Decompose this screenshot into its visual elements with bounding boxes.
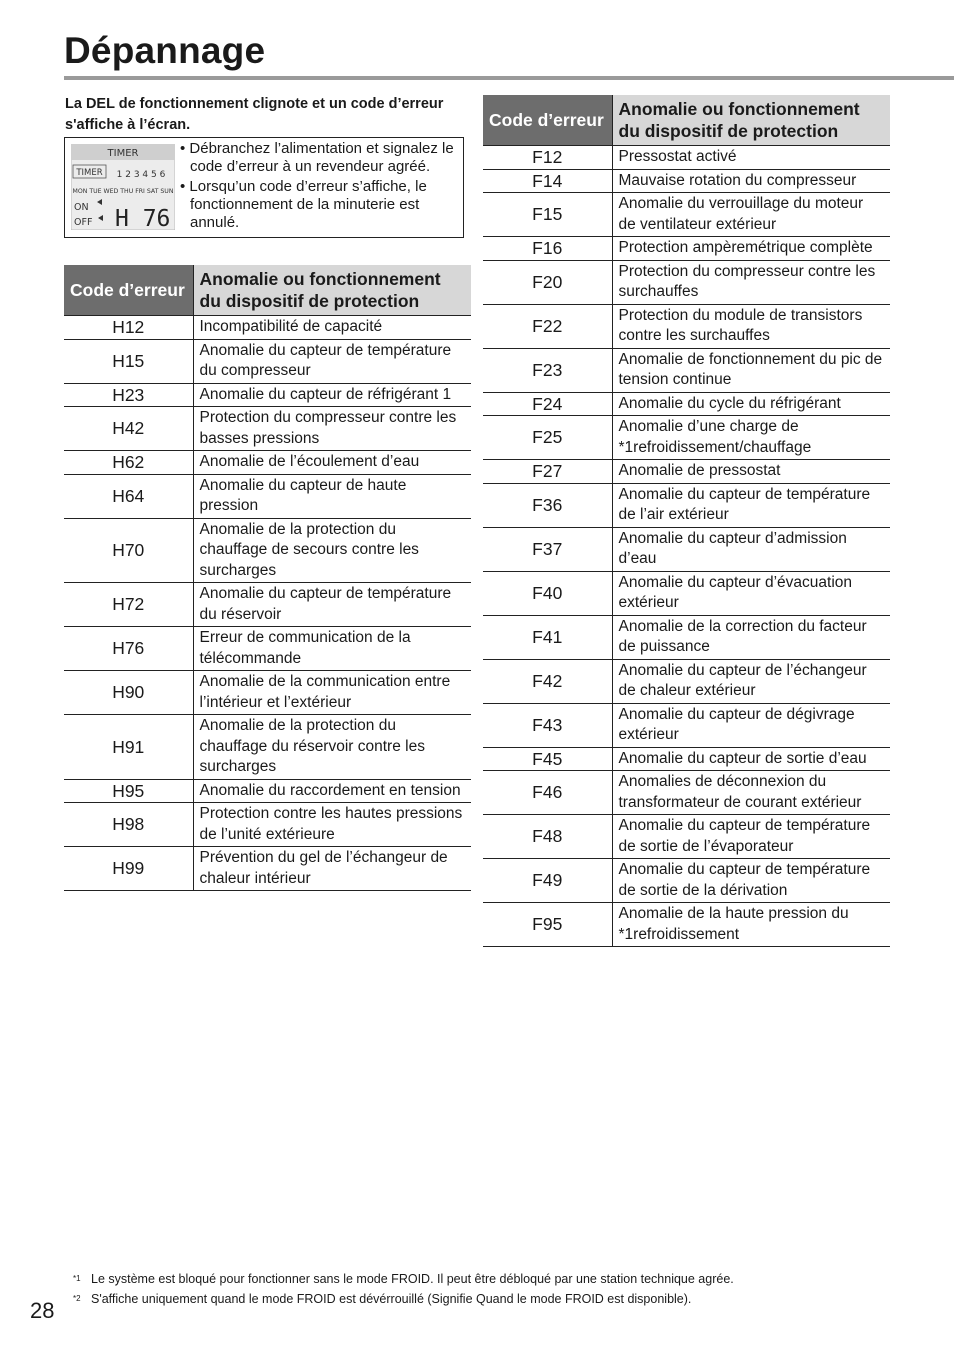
error-description-cell: Anomalie de la haute pression du *1refroidissement xyxy=(612,903,890,947)
footnote-text: Le système est bloqué pour fonctionner sans le mode FROID. Il peut être débloqué par une station technique agrée. xyxy=(91,1272,734,1286)
table-row xyxy=(64,583,471,627)
error-code-table-f xyxy=(483,95,890,947)
error-description-cell: Anomalie du capteur de sortie d’eau xyxy=(612,747,890,771)
error-code-cell: H70 xyxy=(64,518,193,583)
footnote xyxy=(73,1269,933,1289)
error-description-cell: Anomalie du verrouillage du moteur de ventilateur extérieur xyxy=(612,193,890,237)
error-description-cell: Anomalie du capteur de haute pression xyxy=(193,474,471,518)
lcd-days-row: MON TUE WED THU FRI SAT SUN xyxy=(72,188,174,195)
error-code-cell: F23 xyxy=(483,348,612,392)
header-error-code: Code d’erreur xyxy=(64,265,193,316)
remote-lcd-illustration xyxy=(71,144,175,230)
table-header-row xyxy=(64,265,471,316)
error-description-cell: Pressostat activé xyxy=(612,146,890,170)
error-description-cell: Anomalie du capteur de température de l’air extérieur xyxy=(612,483,890,527)
error-description-cell: Anomalie du capteur de température de sortie de la dérivation xyxy=(612,859,890,903)
error-description-cell: Anomalie du capteur de réfrigérant 1 xyxy=(193,383,471,407)
error-code-table-h xyxy=(64,265,471,891)
table-row xyxy=(483,392,890,416)
error-code-cell: F45 xyxy=(483,747,612,771)
footnotes xyxy=(73,1269,933,1309)
table-row xyxy=(64,779,471,803)
header-error-code: Code d’erreur xyxy=(483,95,612,146)
table-row xyxy=(483,571,890,615)
error-description-cell: Protection ampèremétrique complète xyxy=(612,237,890,261)
error-code-cell: H62 xyxy=(64,451,193,475)
error-description-cell: Anomalies de déconnexion du transformateur de courant extérieur xyxy=(612,771,890,815)
error-description-cell: Anomalie d’une charge de *1refroidissement/chauffage xyxy=(612,416,890,460)
table-row xyxy=(483,348,890,392)
error-code-cell: F12 xyxy=(483,146,612,170)
table-row xyxy=(483,659,890,703)
table-row xyxy=(483,815,890,859)
footnote-mark: *2 xyxy=(73,1294,81,1303)
table-row xyxy=(64,715,471,780)
error-description-cell: Protection contre les hautes pressions de l’unité extérieure xyxy=(193,803,471,847)
error-description-cell: Anomalie de la protection du chauffage de secours contre les surcharges xyxy=(193,518,471,583)
error-code-cell: H12 xyxy=(64,316,193,340)
error-code-cell: F24 xyxy=(483,392,612,416)
error-description-cell: Anomalie du cycle du réfrigérant xyxy=(612,392,890,416)
remote-display-box xyxy=(64,137,464,238)
error-description-cell: Anomalie du capteur d’admission d’eau xyxy=(612,527,890,571)
error-code-cell: H90 xyxy=(64,671,193,715)
table-row xyxy=(64,803,471,847)
error-description-cell: Anomalie de fonctionnement du pic de tension continue xyxy=(612,348,890,392)
error-description-cell: Anomalie du raccordement en tension xyxy=(193,779,471,803)
error-code-cell: F41 xyxy=(483,615,612,659)
page-number: 28 xyxy=(30,1298,55,1323)
table-row xyxy=(483,260,890,304)
error-description-cell: Anomalie du capteur d’évacuation extérieur xyxy=(612,571,890,615)
table-row xyxy=(64,339,471,383)
lcd-digit-row: 1 2 3 4 5 6 xyxy=(116,170,166,180)
table-row xyxy=(64,671,471,715)
table-row xyxy=(483,237,890,261)
error-description-cell: Anomalie de pressostat xyxy=(612,460,890,484)
error-code-cell: H91 xyxy=(64,715,193,780)
error-code-cell: F20 xyxy=(483,260,612,304)
table-row xyxy=(483,193,890,237)
table-row xyxy=(483,771,890,815)
error-code-cell: F48 xyxy=(483,815,612,859)
error-code-cell: H95 xyxy=(64,779,193,803)
error-code-cell: F22 xyxy=(483,304,612,348)
error-description-cell: Anomalie du capteur de température du réservoir xyxy=(193,583,471,627)
table-row xyxy=(64,383,471,407)
error-code-cell: F15 xyxy=(483,193,612,237)
note-timer-cancelled: • Lorsqu’un code d’erreur s’affiche, le fonctionnement de la minuterie est annulé. xyxy=(180,178,427,231)
table-row xyxy=(483,527,890,571)
error-description-cell: Incompatibilité de capacité xyxy=(193,316,471,340)
error-description-cell: Erreur de communication de la télécommande xyxy=(193,627,471,671)
display-notes xyxy=(180,140,462,234)
error-code-cell: F40 xyxy=(483,571,612,615)
error-code-cell: H98 xyxy=(64,803,193,847)
table-row xyxy=(483,903,890,947)
footnote-mark: *1 xyxy=(73,1274,81,1283)
error-code-cell: F25 xyxy=(483,416,612,460)
error-description-cell: Protection du compresseur contre les basses pressions xyxy=(193,407,471,451)
table-row xyxy=(483,483,890,527)
error-description-cell: Protection du module de transistors contre les surchauffes xyxy=(612,304,890,348)
title-divider xyxy=(64,76,954,80)
table-row xyxy=(64,316,471,340)
error-code-cell: F16 xyxy=(483,237,612,261)
error-code-cell: H15 xyxy=(64,339,193,383)
intro-text: La DEL de fonctionnement clignote et un code d’erreur s'affiche à l’écran. xyxy=(65,96,444,133)
page-title: Dépannage xyxy=(64,30,266,71)
table-row xyxy=(483,747,890,771)
error-code-cell: F43 xyxy=(483,703,612,747)
footnote xyxy=(73,1289,933,1309)
error-code-cell: H72 xyxy=(64,583,193,627)
error-description-cell: Anomalie de la communication entre l’intérieur et l’extérieur xyxy=(193,671,471,715)
table-row xyxy=(483,859,890,903)
error-code-cell: H76 xyxy=(64,627,193,671)
table-row xyxy=(483,169,890,193)
error-code-cell: H23 xyxy=(64,383,193,407)
error-code-cell: H99 xyxy=(64,847,193,891)
error-description-cell: Anomalie du capteur de l’échangeur de chaleur extérieur xyxy=(612,659,890,703)
table-row xyxy=(64,407,471,451)
table-row xyxy=(483,615,890,659)
note-unplug: • Débranchez l’alimentation et signalez le code d’erreur à un revendeur agréé. xyxy=(180,140,454,175)
table-row xyxy=(483,416,890,460)
lcd-timer-header: TIMER xyxy=(107,148,139,159)
error-code-cell: F95 xyxy=(483,903,612,947)
error-description-cell: Anomalie du capteur de température du compresseur xyxy=(193,339,471,383)
error-code-cell: F37 xyxy=(483,527,612,571)
table-row xyxy=(64,847,471,891)
error-code-cell: F27 xyxy=(483,460,612,484)
error-code-cell: H64 xyxy=(64,474,193,518)
error-description-cell: Anomalie de la protection du chauffage du réservoir contre les surcharges xyxy=(193,715,471,780)
error-description-cell: Mauvaise rotation du compresseur xyxy=(612,169,890,193)
table-row xyxy=(64,474,471,518)
error-code-cell: H42 xyxy=(64,407,193,451)
error-code-cell: F36 xyxy=(483,483,612,527)
error-code-cell: F14 xyxy=(483,169,612,193)
table-row xyxy=(483,304,890,348)
lcd-error-code: H 76 xyxy=(115,206,171,230)
error-description-cell: Protection du compresseur contre les surchauffes xyxy=(612,260,890,304)
lcd-on-label: ON xyxy=(74,202,89,213)
error-code-cell: F49 xyxy=(483,859,612,903)
table-row xyxy=(64,451,471,475)
table-row xyxy=(64,627,471,671)
error-description-cell: Prévention du gel de l’échangeur de chaleur intérieur xyxy=(193,847,471,891)
footnote-text: S'affiche uniquement quand le mode FROID est dévérrouillé (Signifie Quand le mode FROID est disponible). xyxy=(91,1292,692,1306)
error-description-cell: Anomalie de la correction du facteur de puissance xyxy=(612,615,890,659)
header-description: Anomalie ou fonctionnement du dispositif de protection xyxy=(612,95,890,146)
table-row xyxy=(483,460,890,484)
error-description-cell: Anomalie du capteur de dégivrage extérieur xyxy=(612,703,890,747)
error-code-cell: F42 xyxy=(483,659,612,703)
lcd-off-label: OFF xyxy=(74,217,93,228)
lcd-timer-label: TIMER xyxy=(76,168,103,178)
table-row xyxy=(483,146,890,170)
error-code-cell: F46 xyxy=(483,771,612,815)
error-description-cell: Anomalie de l’écoulement d’eau xyxy=(193,451,471,475)
table-row xyxy=(483,703,890,747)
error-description-cell: Anomalie du capteur de température de sortie de l’évaporateur xyxy=(612,815,890,859)
table-header-row xyxy=(483,95,890,146)
table-row xyxy=(64,518,471,583)
header-description: Anomalie ou fonctionnement du dispositif de protection xyxy=(193,265,471,316)
